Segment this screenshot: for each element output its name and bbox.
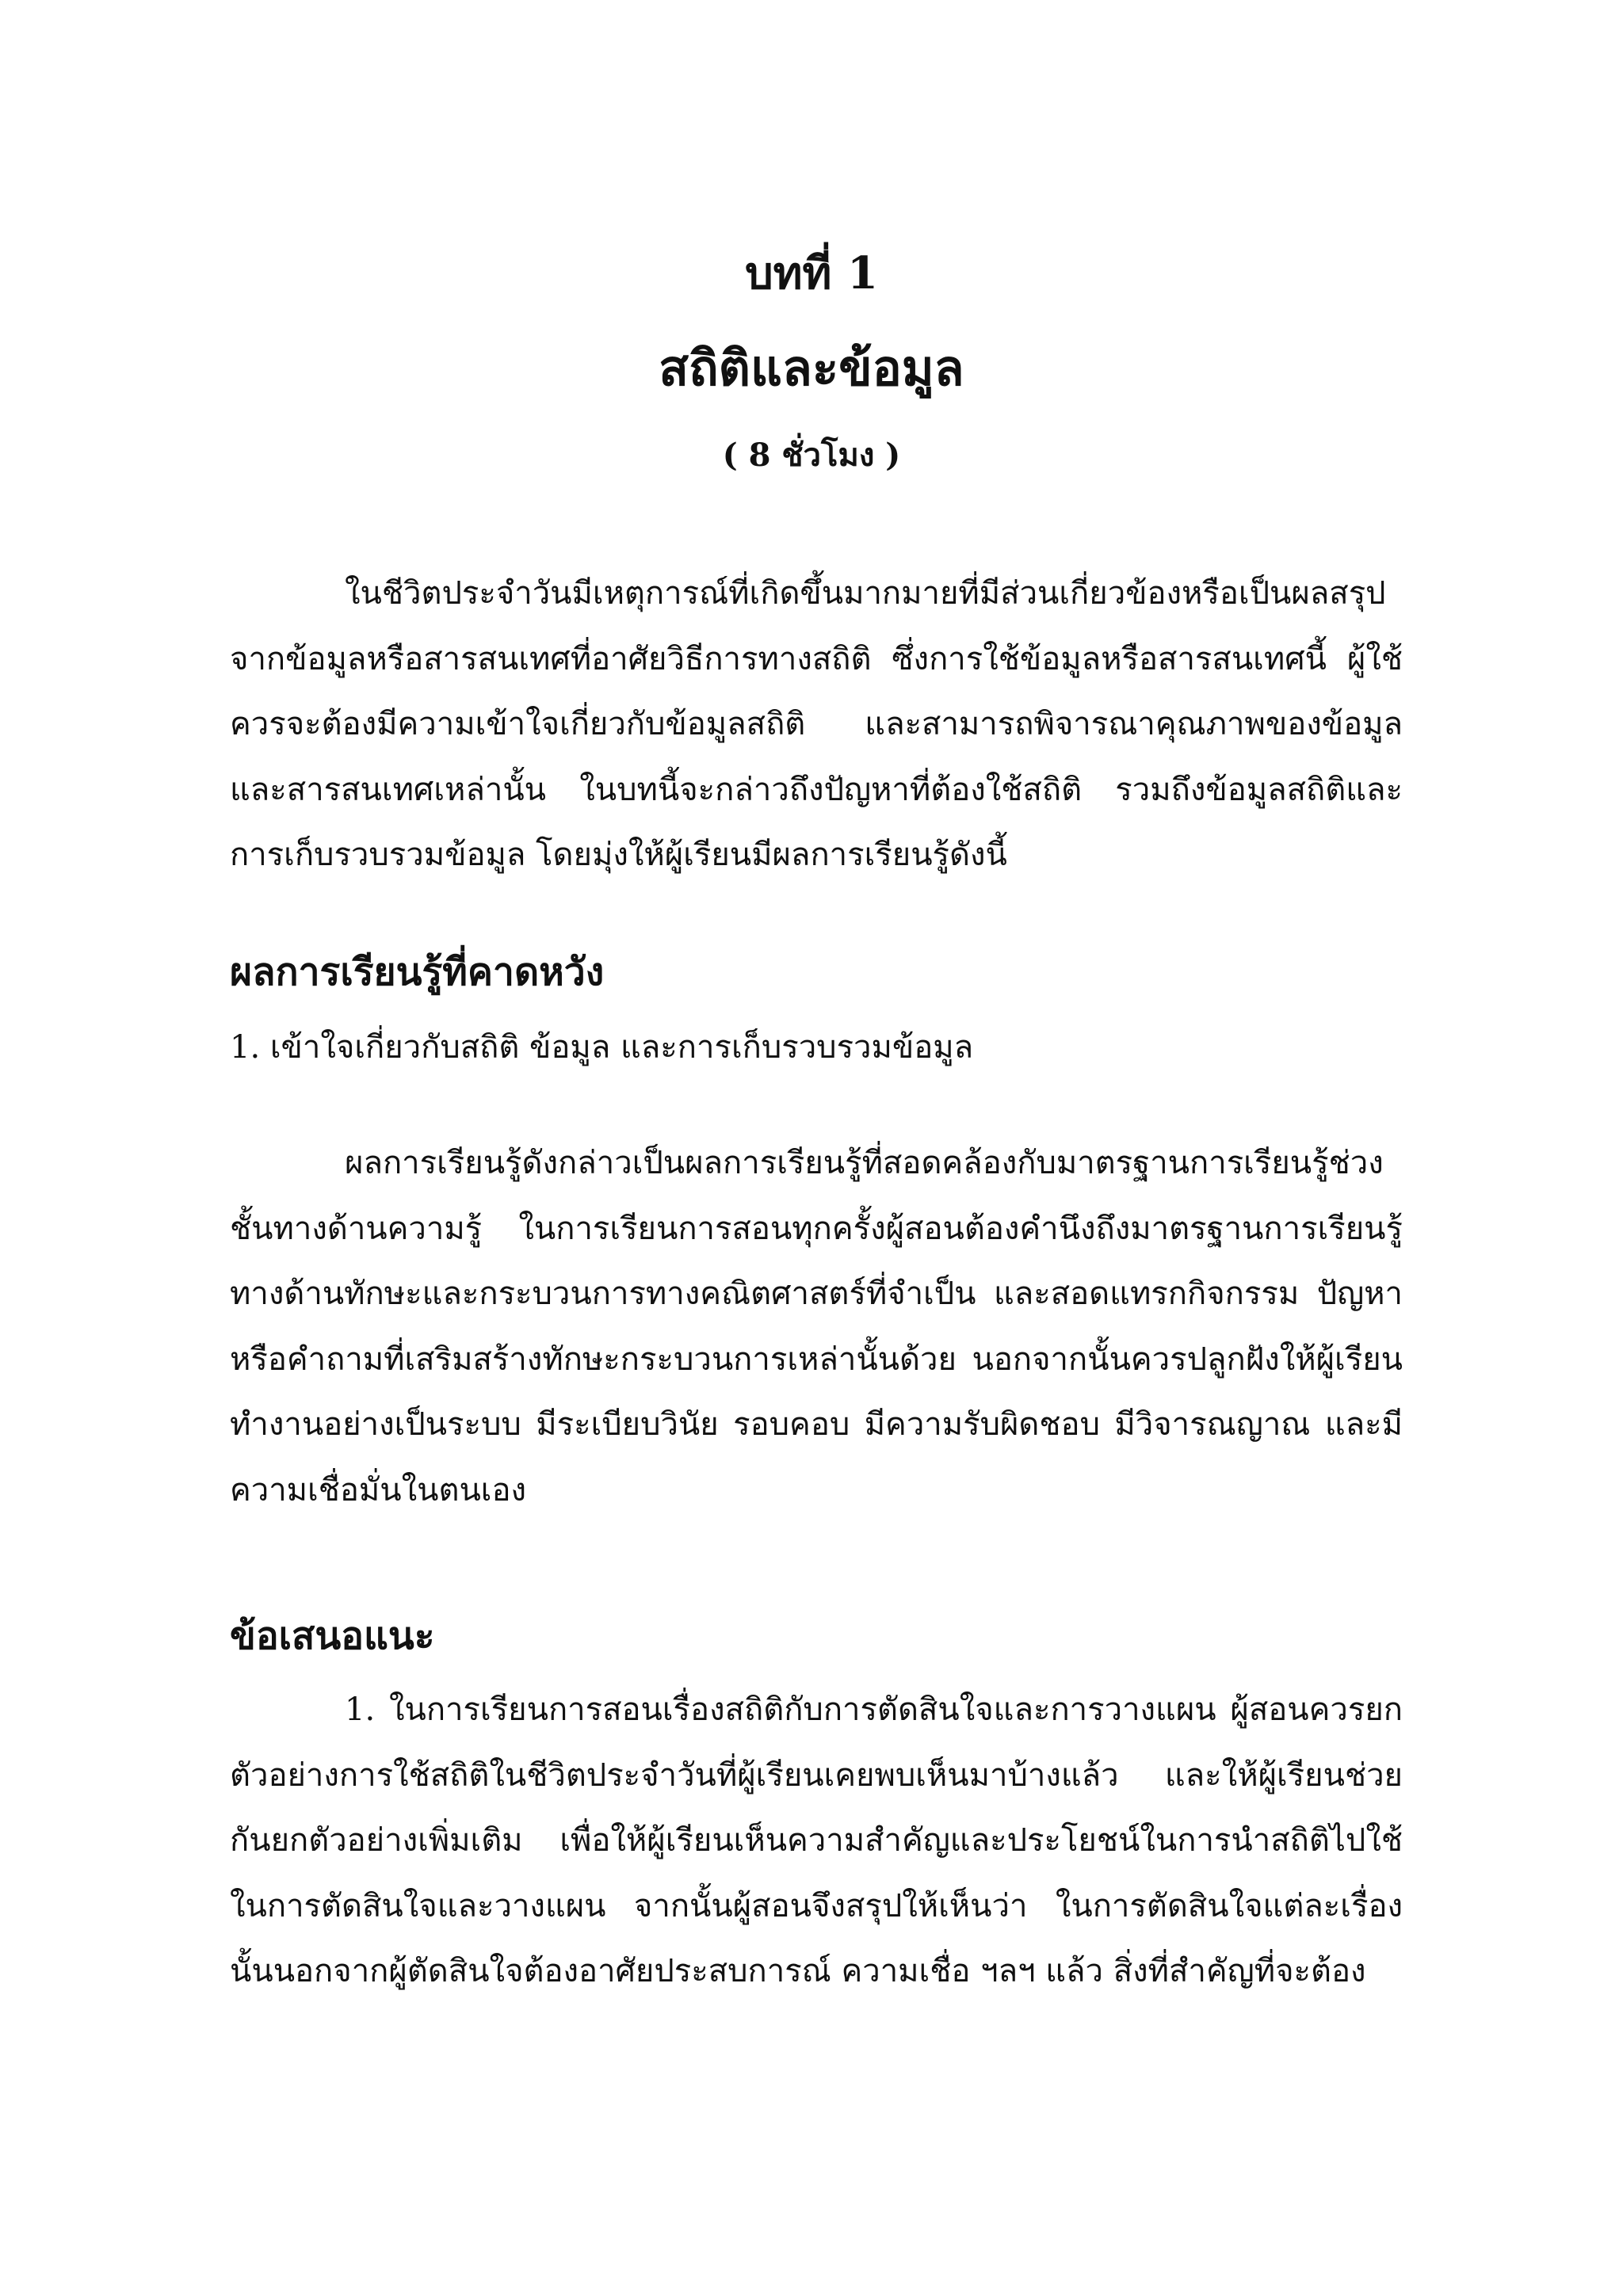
suggestions-heading: ข้อเสนอแนะ <box>230 1614 435 1658</box>
chapter-hours: ( 8 ชั่วโมง ) <box>722 437 901 474</box>
learning-outcome-item: 1. เข้าใจเกี่ยวกับสถิติ ข้อมูล และการเก็บรวบรวมข้อมูล <box>230 1029 974 1066</box>
standards-paragraph: ผลการเรียนรู้ดังกล่าวเป็นผลการเรียนรู้ที่สอดคล้องกับมาตรฐานการเรียนรู้ช่วงชั้นทางด้านความรู้ ในการเรียนการสอนทุกครั้งผู้สอนต้องคำนึงถึงมาตรฐานการเรียนรู้ทางด้านทักษะและกระบวนการทางคณิตศาสตร์ที่จำเป็น และสอดแทรกกิจกรรม ปัญหาหรือคำถามที่เสริมสร้างทักษะกระบวนการเหล่านั้นด้วย นอกจากนั้นควรปลูกฝังให้ผู้เรียนทำงานอย่างเป็นระบบ มีระเบียบวินัย รอบคอบ มีความรับผิดชอบ มีวิจารณญาณ และมีความเชื่อมั่นในตนเอง <box>230 1145 1403 1508</box>
chapter-number: บทที่ 1 <box>745 247 878 299</box>
suggestion-item: 1. ในการเรียนการสอนเรื่องสถิติกับการตัดสินใจและการวางแผน ผู้สอนควรยกตัวอย่างการใช้สถิติในชีวิตประจำวันที่ผู้เรียนเคยพบเห็นมาบ้างแล้ว และให้ผู้เรียนช่วยกันยกตัวอย่างเพิ่มเติม เพื่อให้ผู้เรียนเห็นความสำคัญและประโยชน์ในการนำสถิติไปใช้ในการตัดสินใจและวางแผน จากนั้นผู้สอนจึงสรุปให้เห็นว่า ในการตัดสินใจแต่ละเรื่องนั้นนอกจากผู้ตัดสินใจต้องอาศัยประสบการณ์ ความเชื่อ ฯลฯ แล้ว สิ่งที่สำคัญที่จะต้อง <box>230 1691 1403 1990</box>
learning-outcomes-heading: ผลการเรียนรู้ที่คาดหวัง <box>230 950 605 994</box>
chapter-title: สถิติและข้อมูล <box>659 339 964 397</box>
intro-paragraph: ในชีวิตประจำวันมีเหตุการณ์ที่เกิดขึ้นมากมายที่มีส่วนเกี่ยวข้องหรือเป็นผลสรุปจากข้อมูลหรือสารสนเทศที่อาศัยวิธีการทางสถิติ ซึ่งการใช้ข้อมูลหรือสารสนเทศนี้ ผู้ใช้ควรจะต้องมีความเข้าใจเกี่ยวกับข้อมูลสถิติ และสามารถพิจารณาคุณภาพของข้อมูลและสารสนเทศเหล่านั้น ในบทนี้จะกล่าวถึงปัญหาที่ต้องใช้สถิติ รวมถึงข้อมูลสถิติและการเก็บรวบรวมข้อมูล โดยมุ่งให้ผู้เรียนมีผลการเรียนรู้ดังนี้ <box>230 575 1403 874</box>
